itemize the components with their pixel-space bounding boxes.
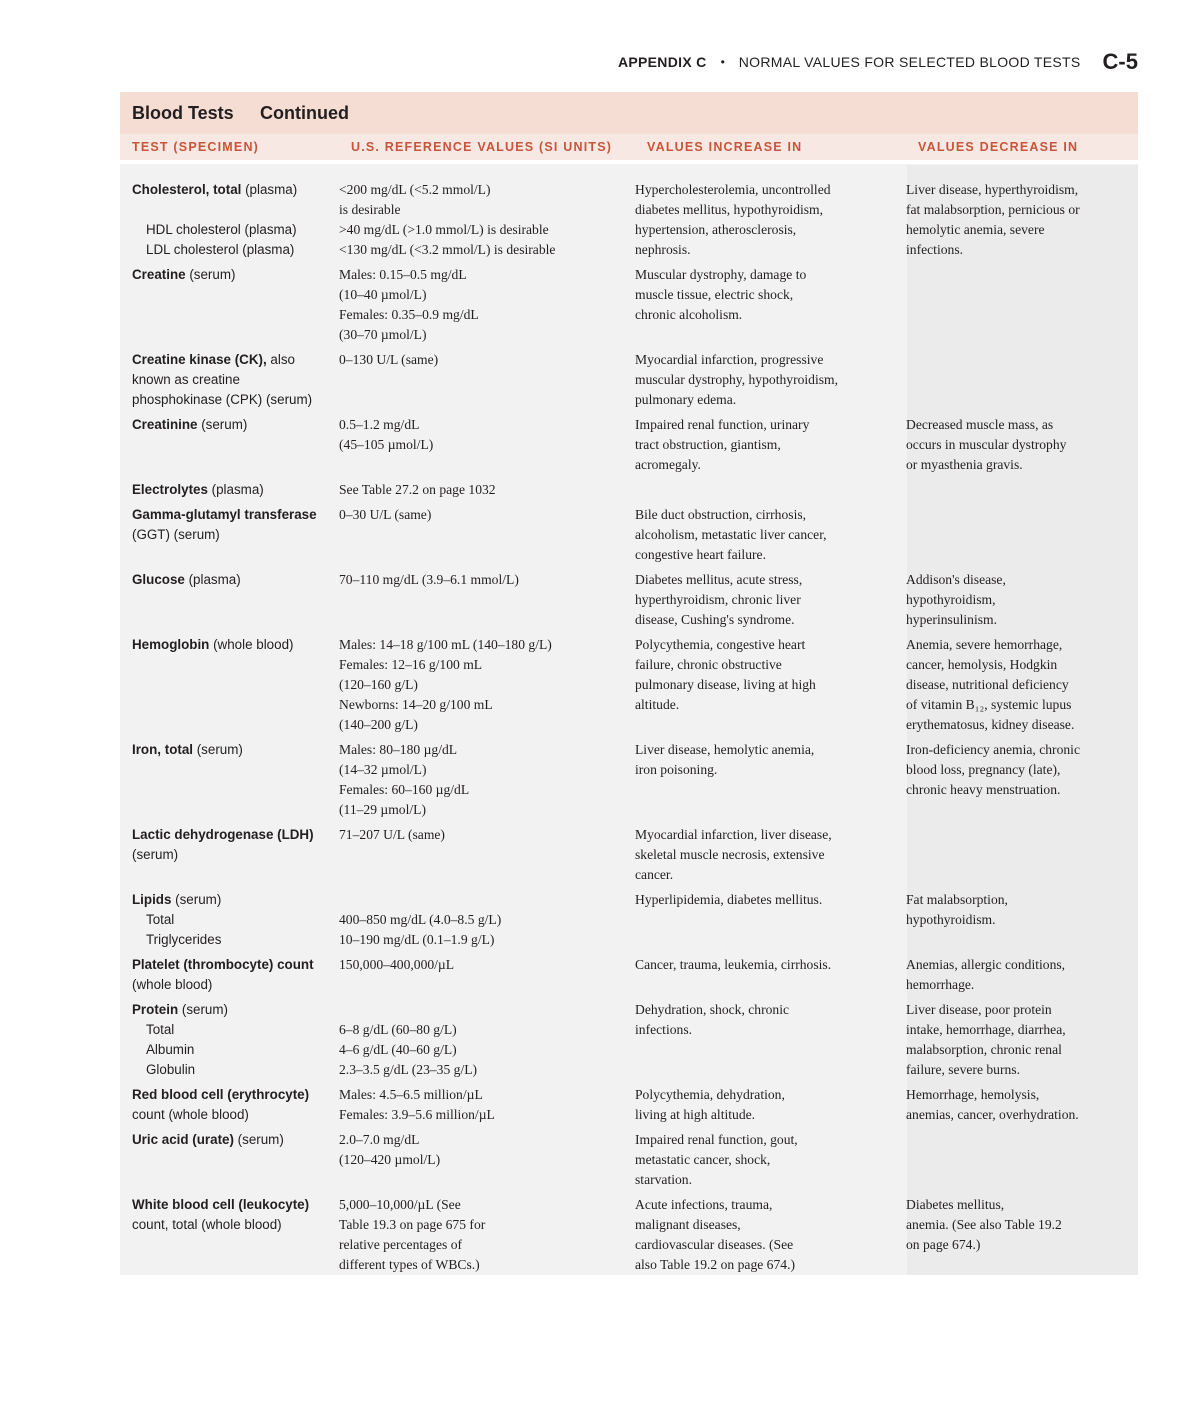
test-sub-line: Triglycerides [146,932,222,947]
table-continued: Continued [260,103,349,123]
increase-cell [635,1000,906,1080]
increase-line: pulmonary disease, living at high [635,677,816,692]
table-row [120,740,1138,820]
increase-line: cancer. [635,867,674,882]
decrease-line: hemorrhage. [906,977,975,992]
reference-values-cell [339,180,635,260]
test-name-line [132,1085,351,1105]
running-header [120,50,1138,74]
test-name: Glucose [132,572,185,587]
reference-values-cell [339,1130,635,1190]
increase-line: altitude. [635,697,680,712]
test-name-line [132,415,351,435]
header-title: NORMAL VALUES FOR SELECTED BLOOD TESTS [738,54,1081,70]
test-specimen: (plasma) [207,482,264,497]
decrease-cell [906,955,1126,995]
reference-values-line: (11–29 µmol/L) [339,802,426,817]
reference-values-line: <130 mg/dL (<3.2 mmol/L) is desirable [339,242,556,257]
reference-values-cell [339,955,635,995]
decrease-line: Liver disease, poor protein [906,1002,1052,1017]
test-name-line [132,740,351,760]
decrease-line: Diabetes mellitus, [906,1197,1005,1212]
test-name-cell [132,350,351,410]
decrease-line: Fat malabsorption, [906,892,1008,907]
decrease-cell [906,180,1126,260]
test-name: Creatine kinase (CK), [132,352,267,367]
increase-line: Bile duct obstruction, cirrhosis, [635,507,807,522]
increase-line: Acute infections, trauma, [635,1197,773,1212]
reference-values-line: Table 19.3 on page 675 for [339,1217,486,1232]
test-name-line [132,265,351,285]
test-specimen: (plasma) [184,572,241,587]
table-row [120,180,1138,260]
test-name: White blood cell (leukocyte) [132,1197,310,1212]
test-sub-line: HDL cholesterol (plasma) [146,222,297,237]
table-row [120,1000,1138,1080]
test-sub-line: (GGT) (serum) [132,527,220,542]
reference-values-line: 71–207 U/L (same) [339,827,445,842]
increase-line: acromegaly. [635,457,701,472]
reference-values-line: Females: 0.35–0.9 mg/dL [339,307,479,322]
increase-cell [635,415,906,475]
table-row [120,415,1138,475]
table-title-bar [120,92,1138,134]
page-number: C-5 [1102,49,1138,74]
increase-line: iron poisoning. [635,762,718,777]
reference-values-line: Males: 14–18 g/100 mL (140–180 g/L) [339,637,552,652]
decrease-line: infections. [906,242,964,257]
reference-values-line: (45–105 µmol/L) [339,437,434,452]
test-name: Iron, total [132,742,193,757]
test-name-line [132,825,351,845]
decrease-line: malabsorption, chronic renal [906,1042,1062,1057]
decrease-cell [906,505,1126,565]
decrease-line: on page 674.) [906,1237,981,1252]
increase-line: diabetes mellitus, hypothyroidism, [635,202,824,217]
decrease-cell [906,350,1126,410]
increase-line: skeletal muscle necrosis, extensive [635,847,825,862]
reference-values-line: 0–30 U/L (same) [339,507,432,522]
test-sub-line: Total [146,912,175,927]
reference-values-cell [339,825,635,885]
test-specimen: (serum) [193,742,243,757]
increase-cell [635,265,906,345]
decrease-cell [906,1000,1126,1080]
increase-line: tract obstruction, giantism, [635,437,781,452]
reference-values-line: Females: 60–160 µg/dL [339,782,470,797]
increase-line: failure, chronic obstructive [635,657,782,672]
test-name-cell [132,180,351,260]
column-header-test: TEST (SPECIMEN) [132,140,260,154]
increase-line: disease, Cushing's syndrome. [635,612,795,627]
decrease-line: Anemias, allergic conditions, [906,957,1066,972]
increase-line: cardiovascular diseases. (See [635,1237,794,1252]
test-sub-line: known as creatine [132,372,240,387]
reference-values-line: (140–200 g/L) [339,717,418,732]
decrease-line: or myasthenia gravis. [906,457,1023,472]
increase-line: living at high altitude. [635,1107,756,1122]
increase-cell [635,350,906,410]
reference-values-cell [339,740,635,820]
reference-values-line: relative percentages of [339,1237,463,1252]
decrease-line: hemolytic anemia, severe [906,222,1045,237]
decrease-line: Decreased muscle mass, as [906,417,1054,432]
increase-line: Myocardial infarction, progressive [635,352,824,367]
reference-values-line: Newborns: 14–20 g/100 mL [339,697,493,712]
test-name-cell [132,955,351,995]
column-headers [120,134,1138,164]
table-row [120,1130,1138,1190]
test-name-line [132,635,351,655]
test-name-cell [132,740,351,820]
test-name-line [132,180,351,200]
table-row [120,825,1138,885]
table-row [120,1085,1138,1125]
increase-line: starvation. [635,1172,693,1187]
test-name-cell [132,825,351,885]
increase-line: chronic alcoholism. [635,307,743,322]
test-sub-line: (whole blood) [132,977,213,992]
reference-values-line [339,1000,635,1020]
decrease-cell [906,570,1126,630]
reference-values-line: (10–40 µmol/L) [339,287,427,302]
increase-line: Polycythemia, congestive heart [635,637,806,652]
reference-values-line: 150,000–400,000/µL [339,957,455,972]
decrease-line: of vitamin B₁₂, systemic lupus [906,697,1072,712]
table-row [120,480,1138,500]
table-body [120,180,1138,1280]
increase-cell [635,505,906,565]
reference-values-line: is desirable [339,202,401,217]
test-name-line [132,480,351,500]
table-row [120,955,1138,995]
test-sub-line [132,200,351,220]
decrease-cell [906,890,1126,950]
reference-values-cell [339,890,635,950]
decrease-cell [906,1085,1126,1125]
test-specimen: (serum) [171,892,222,907]
test-specimen: (serum) [197,417,248,432]
test-name-line [132,1000,351,1020]
decrease-line: Hemorrhage, hemolysis, [906,1087,1040,1102]
decrease-line: chronic heavy menstruation. [906,782,1061,797]
test-sub-line: count, total (whole blood) [132,1217,282,1232]
increase-line: nephrosis. [635,242,691,257]
reference-values-line: 400–850 mg/dL (4.0–8.5 g/L) [339,912,502,927]
increase-line: malignant diseases, [635,1217,741,1232]
reference-values-line: Males: 80–180 µg/dL [339,742,458,757]
reference-values-line: >40 mg/dL (>1.0 mmol/L) is desirable [339,222,549,237]
test-sub-line: LDL cholesterol (plasma) [146,242,295,257]
test-specimen: (serum) [233,1132,284,1147]
increase-cell [635,1130,906,1190]
test-name-cell [132,415,351,475]
increase-cell [635,955,906,995]
reference-values-line: 2.0–7.0 mg/dL [339,1132,420,1147]
reference-values-line: (120–420 µmol/L) [339,1152,441,1167]
increase-line: Muscular dystrophy, damage to [635,267,807,282]
increase-line: muscle tissue, electric shock, [635,287,794,302]
increase-line: Cancer, trauma, leukemia, cirrhosis. [635,957,832,972]
reference-values-cell [339,480,635,500]
decrease-cell [906,1130,1126,1190]
reference-values-line: Females: 3.9–5.6 million/µL [339,1107,495,1122]
reference-values-cell [339,265,635,345]
test-sub-line: Total [146,1022,175,1037]
test-name-line [132,350,351,370]
test-name: Protein [132,1002,179,1017]
test-name: Cholesterol, total [132,182,242,197]
increase-cell [635,635,906,735]
test-name-cell [132,505,351,565]
test-sub-line: phosphokinase (CPK) (serum) [132,392,313,407]
table-title: Blood Tests [132,103,234,123]
test-name: Platelet (thrombocyte) count [132,957,314,972]
test-sub-line: count (whole blood) [132,1107,249,1122]
increase-line: Hypercholesterolemia, uncontrolled [635,182,831,197]
test-name-cell [132,1195,351,1275]
reference-values-line: See Table 27.2 on page 1032 [339,482,496,497]
increase-cell [635,740,906,820]
reference-values-line: <200 mg/dL (<5.2 mmol/L) [339,182,491,197]
decrease-cell [906,480,1126,500]
increase-line: Liver disease, hemolytic anemia, [635,742,815,757]
test-name-cell [132,1130,351,1190]
test-name-line [132,570,351,590]
test-name: Lactic dehydrogenase (LDH) [132,827,314,842]
reference-values-cell [339,1085,635,1125]
decrease-line: disease, nutritional deficiency [906,677,1069,692]
column-header-increase: VALUES INCREASE IN [647,140,803,154]
increase-line: alcoholism, metastatic liver cancer, [635,527,827,542]
test-sub-line: (serum) [132,847,179,862]
increase-line: Dehydration, shock, chronic [635,1002,790,1017]
column-header-reference: U.S. REFERENCE VALUES (SI UNITS) [351,140,613,154]
decrease-line: occurs in muscular dystrophy [906,437,1067,452]
increase-line: congestive heart failure. [635,547,766,562]
reference-values-line: different types of WBCs.) [339,1257,480,1272]
decrease-line: anemias, cancer, overhydration. [906,1107,1079,1122]
increase-line: metastatic cancer, shock, [635,1152,771,1167]
decrease-line: Addison's disease, [906,572,1006,587]
test-name-line [132,1195,351,1215]
test-name-cell [132,1000,351,1080]
reference-values-line: Males: 0.15–0.5 mg/dL [339,267,467,282]
test-specimen: (serum) [178,1002,228,1017]
test-specimen: also [266,352,295,367]
decrease-line: hypothyroidism. [906,912,996,927]
decrease-cell [906,1195,1126,1275]
increase-cell [635,890,906,950]
column-header-decrease: VALUES DECREASE IN [918,140,1079,154]
increase-cell [635,825,906,885]
test-name: Electrolytes [132,482,208,497]
decrease-line: Anemia, severe hemorrhage, [906,637,1063,652]
table-row [120,505,1138,565]
table-row [120,265,1138,345]
decrease-line: intake, hemorrhage, diarrhea, [906,1022,1066,1037]
test-name-line [132,1130,351,1150]
reference-values-cell [339,505,635,565]
increase-line: Hyperlipidemia, diabetes mellitus. [635,892,823,907]
increase-cell [635,180,906,260]
reference-values-line: 10–190 mg/dL (0.1–1.9 g/L) [339,932,495,947]
test-name-line [132,505,351,525]
reference-values-line: (14–32 µmol/L) [339,762,427,777]
decrease-cell [906,635,1126,735]
reference-values-cell [339,1000,635,1080]
test-name: Creatine [132,267,186,282]
decrease-cell [906,415,1126,475]
reference-values-cell [339,570,635,630]
increase-line: pulmonary edema. [635,392,737,407]
test-name-cell [132,570,351,630]
test-sub-line: Albumin [146,1042,195,1057]
reference-values-line [339,890,635,910]
test-name-cell [132,1085,351,1125]
decrease-line: Liver disease, hyperthyroidism, [906,182,1079,197]
decrease-line: anemia. (See also Table 19.2 [906,1217,1062,1232]
decrease-line: erythematosus, kidney disease. [906,717,1075,732]
test-name: Uric acid (urate) [132,1132,234,1147]
table-row [120,635,1138,735]
decrease-cell [906,740,1126,820]
test-name: Lipids [132,892,172,907]
decrease-line: blood loss, pregnancy (late), [906,762,1061,777]
increase-line: infections. [635,1022,693,1037]
reference-values-line: 5,000–10,000/µL (See [339,1197,461,1212]
decrease-line: hypothyroidism, [906,592,996,607]
test-name: Red blood cell (erythrocyte) [132,1087,310,1102]
decrease-cell [906,265,1126,345]
reference-values-line: 0–130 U/L (same) [339,352,439,367]
test-name-cell [132,265,351,345]
reference-values-cell [339,1195,635,1275]
decrease-line: hyperinsulinism. [906,612,998,627]
reference-values-cell [339,635,635,735]
decrease-line: cancer, hemolysis, Hodgkin [906,657,1058,672]
decrease-cell [906,825,1126,885]
test-name-line [132,890,351,910]
table-row [120,1195,1138,1275]
increase-cell [635,1195,906,1275]
test-specimen: (whole blood) [209,637,294,652]
test-name-cell [132,890,351,950]
test-name: Creatinine [132,417,198,432]
increase-line: also Table 19.2 on page 674.) [635,1257,795,1272]
reference-values-cell [339,350,635,410]
increase-cell [635,480,906,500]
header-bullet: • [720,55,725,69]
decrease-line: failure, severe burns. [906,1062,1020,1077]
reference-values-line: (120–160 g/L) [339,677,418,692]
increase-line: hypertension, atherosclerosis, [635,222,797,237]
table-row [120,570,1138,630]
decrease-line: Iron-deficiency anemia, chronic [906,742,1080,757]
test-sub-line: Globulin [146,1062,196,1077]
reference-values-line: Females: 12–16 g/100 mL [339,657,483,672]
test-name-cell [132,635,351,735]
reference-values-line: 6–8 g/dL (60–80 g/L) [339,1022,457,1037]
increase-line: muscular dystrophy, hypothyroidism, [635,372,839,387]
increase-line: Diabetes mellitus, acute stress, [635,572,803,587]
reference-values-line: 0.5–1.2 mg/dL [339,417,420,432]
reference-values-cell [339,415,635,475]
increase-cell [635,570,906,630]
increase-line: Myocardial infarction, liver disease, [635,827,832,842]
reference-values-line: Males: 4.5–6.5 million/µL [339,1087,483,1102]
blood-tests-table [120,92,1138,1275]
reference-values-line: 70–110 mg/dL (3.9–6.1 mmol/L) [339,572,519,587]
increase-line: Impaired renal function, urinary [635,417,810,432]
reference-values-line: 2.3–3.5 g/dL (23–35 g/L) [339,1062,478,1077]
test-name: Gamma-glutamyl transferase [132,507,317,522]
reference-values-line: (30–70 µmol/L) [339,327,427,342]
reference-values-line: 4–6 g/dL (40–60 g/L) [339,1042,457,1057]
appendix-label: APPENDIX C [617,54,707,70]
test-name: Hemoglobin [132,637,210,652]
increase-cell [635,1085,906,1125]
test-name-cell [132,480,351,500]
table-row [120,350,1138,410]
increase-line: Polycythemia, dehydration, [635,1087,785,1102]
increase-line: Impaired renal function, gout, [635,1132,798,1147]
test-name-line [132,955,351,975]
increase-line: hyperthyroidism, chronic liver [635,592,801,607]
table-row [120,890,1138,950]
test-specimen: (plasma) [241,182,298,197]
test-specimen: (serum) [185,267,236,282]
decrease-line: fat malabsorption, pernicious or [906,202,1080,217]
